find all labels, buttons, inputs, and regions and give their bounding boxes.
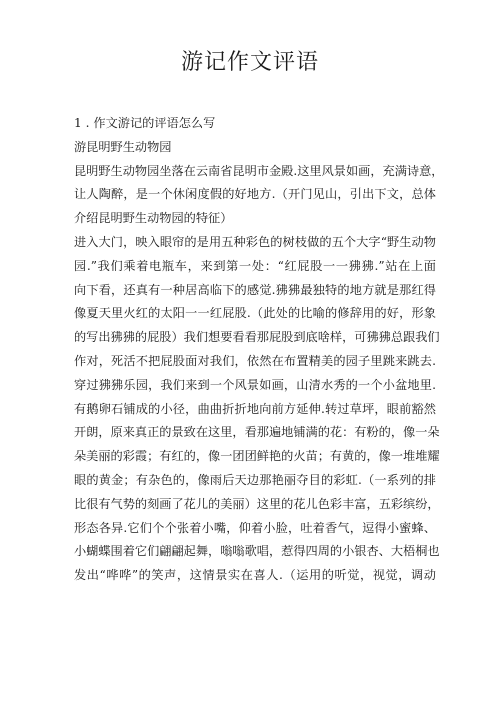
text-line: 有鹅卵石铺成的小径，曲曲折折地向前方延伸.转过草坪，眼前豁然 — [74, 401, 436, 416]
paragraph-main — [74, 231, 440, 588]
text-line: 向下看，还真有一种居高临下的感觉.狒狒最独特的地方就是那红得 — [74, 282, 436, 297]
text-line: 介绍昆明野生动物园的特征） — [74, 211, 233, 226]
document-body — [74, 112, 444, 588]
text-line: 1 . 作文游记的评语怎么写 — [74, 116, 216, 130]
document-title: 游记作文评语 — [180, 50, 319, 75]
text-line: 作对，死活不把屁股面对我们，依然在布置精美的园子里跳来跳去. — [74, 353, 436, 368]
text-line: 穿过狒狒乐园，我们来到一个风景如画，山清水秀的一个小盆地里. — [74, 377, 436, 392]
text-line: 的写出狒狒的屁股）我们想要看看那屁股到底啥样，可狒狒总跟我们 — [74, 330, 440, 345]
text-line: 昆明野生动物园坐落在云南省昆明市金殿.这里风景如画，充满诗意， — [74, 163, 444, 178]
text-line: 园.”我们乘着电瓶车，来到第一处：“红屁股一一狒狒.”站在上面 — [74, 258, 436, 273]
text-line: 发出“哗哗”的笑声，这情景实在喜人.（运用的听觉，视觉，调动 — [74, 568, 436, 583]
text-line: 游昆明野生动物园 — [74, 139, 172, 154]
text-line: 开朗，原来真正的景致在这里，看那遍地铺满的花：有粉的，像一朵 — [74, 425, 440, 440]
text-line: 让人陶醉，是一个休闲度假的好地方.（开门见山，引出下文，总体 — [74, 187, 436, 202]
paragraph-heading — [74, 112, 436, 136]
paragraph-essay-title — [74, 136, 436, 160]
text-line: 小蝴蝶围着它们翩翩起舞，嗡嗡歌唱，惹得四周的小银杏、大梧桐也 — [74, 544, 440, 559]
text-line: 形态各异.它们个个张着小嘴，仰着小脸，吐着香气，逗得小蜜蜂、 — [74, 520, 436, 535]
text-line: 像夏天里火红的太阳一一红屁股.（此处的比喻的修辞用的好，形象 — [74, 306, 436, 321]
text-line: 进入大门，映入眼帘的是用五种彩色的树枝做的五个大字“野生动物 — [74, 234, 436, 249]
text-line: 朵美丽的彩霞；有红的，像一团团鲜艳的火苗；有黄的，像一堆堆耀 — [74, 449, 440, 464]
text-line: 眼的黄金；有杂色的，像雨后天边那艳丽夺目的彩虹.（一系列的排 — [74, 472, 436, 487]
text-line: 比很有气势的刻画了花儿的美丽）这里的花儿色彩丰富，五彩缤纷， — [74, 496, 440, 511]
paragraph-intro — [74, 160, 444, 231]
